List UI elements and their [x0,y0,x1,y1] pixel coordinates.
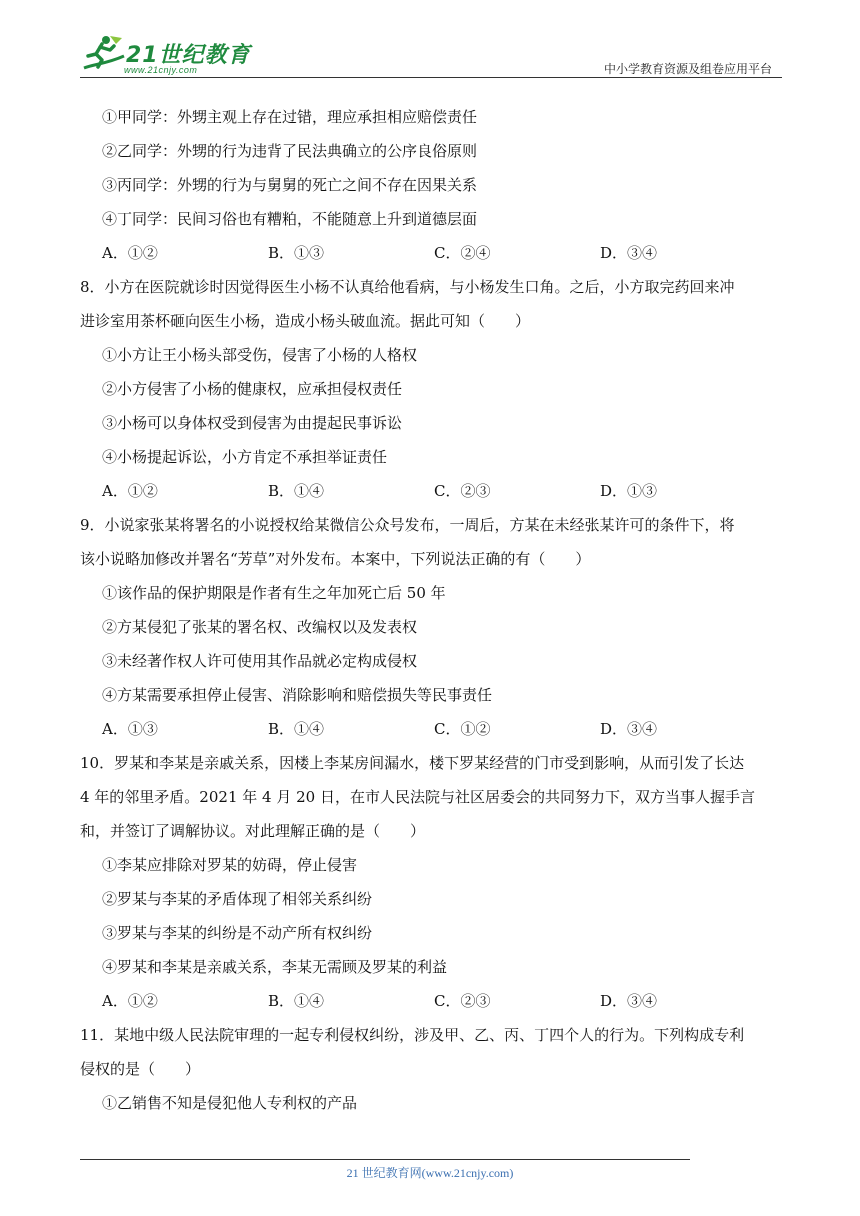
question-stem-line: 侵权的是（ ） [80,1060,201,1078]
answer-choice: A．①② [102,244,158,262]
question-stem-line: 进诊室用茶杯砸向医生小杨，造成小杨头破血流。据此可知（ ） [80,312,531,330]
header-platform-name: 中小学教育资源及组卷应用平台 [603,62,772,76]
statement-option: ④方某需要承担停止侵害、消除影响和赔偿损失等民事责任 [102,686,493,704]
logo-url: www.21cnjy.com [124,65,198,75]
answer-choice: A．①② [102,992,158,1010]
answer-choice: B．①④ [268,992,325,1010]
statement-option: ①该作品的保护期限是作者有生之年加死亡后 50 年 [102,584,446,602]
statement-option: ①小方让王小杨头部受伤，侵害了小杨的人格权 [102,346,418,364]
question-stem-line: 4 年的邻里矛盾。2021 年 4 月 20 日，在市人民法院与社区居委会的共同努力下，双方当事人握手言 [80,788,755,806]
answer-choice: C．②③ [434,482,491,500]
answer-choice: D．③④ [600,992,658,1010]
answer-choice: C．②④ [434,244,491,262]
statement-option: ③丙同学：外甥的行为与舅舅的死亡之间不存在因果关系 [102,176,478,194]
footer-link[interactable]: 21 世纪教育网(www.21cnjy.com) [346,1166,514,1180]
footer-divider [80,1159,690,1160]
answer-choice: A．①③ [102,720,158,738]
statement-option: ④小杨提起诉讼，小方肯定不承担举证责任 [102,448,388,466]
statement-option: ②乙同学：外甥的行为违背了民法典确立的公序良俗原则 [102,142,478,160]
question-stem-line: 10．罗某和李某是亲戚关系，因楼上李某房间漏水，楼下罗某经营的门市受到影响，从而引发了长达 [80,754,745,772]
answer-choice: D．③④ [600,720,658,738]
answer-choices [80,474,782,508]
answer-choices [80,712,782,746]
answer-choice: C．①② [434,720,491,738]
statement-option: ②方某侵犯了张某的署名权、改编权以及发表权 [102,618,418,636]
statement-option: ①乙销售不知是侵犯他人专利权的产品 [102,1094,358,1112]
statement-option: ①李某应排除对罗某的妨碍，停止侵害 [102,856,358,874]
question-stem-line: 该小说略加修改并署名“芳草”对外发布。本案中，下列说法正确的有（ ） [80,550,591,568]
answer-choice: D．③④ [600,244,658,262]
answer-choices [80,984,782,1018]
question-stem-line: 和，并签订了调解协议。对此理解正确的是（ ） [80,822,426,840]
answer-choice: B．①③ [268,244,325,262]
question-stem-line: 8．小方在医院就诊时因觉得医生小杨不认真给他看病，与小杨发生口角。之后，小方取完药回来冲 [80,278,735,296]
answer-choices [80,236,782,270]
statement-option: ③小杨可以身体权受到侵害为由提起民事诉讼 [102,414,403,432]
statement-option: ③未经著作权人许可使用其作品就必定构成侵权 [102,652,418,670]
statement-option: ②罗某与李某的矛盾体现了相邻关系纠纷 [102,890,373,908]
runner-logo-icon [80,34,126,74]
answer-choice: B．①④ [268,720,325,738]
site-logo [80,34,270,78]
answer-choice: D．①③ [600,482,658,500]
statement-option: ④罗某和李某是亲戚关系，李某无需顾及罗某的利益 [102,958,448,976]
question-stem-line: 9．小说家张某将署名的小说授权给某微信公众号发布，一周后，方某在未经张某许可的条件下，将 [80,516,735,534]
statement-option: ②小方侵害了小杨的健康权，应承担侵权责任 [102,380,403,398]
question-stem-line: 11．某地中级人民法院审理的一起专利侵权纠纷，涉及甲、乙、丙、丁四个人的行为。下列构成专利 [80,1026,745,1044]
statement-option: ③罗某与李某的纠纷是不动产所有权纠纷 [102,924,373,942]
page-header [0,0,860,80]
statement-option: ①甲同学：外甥主观上存在过错，理应承担相应赔偿责任 [102,108,478,126]
header-divider [80,77,782,78]
statement-option: ④丁同学：民间习俗也有糟粕，不能随意上升到道德层面 [102,210,478,228]
answer-choice: B．①④ [268,482,325,500]
answer-choice: C．②③ [434,992,491,1010]
question-content [80,100,782,1120]
logo-text: 21世纪教育 [126,43,251,68]
answer-choice: A．①② [102,482,158,500]
